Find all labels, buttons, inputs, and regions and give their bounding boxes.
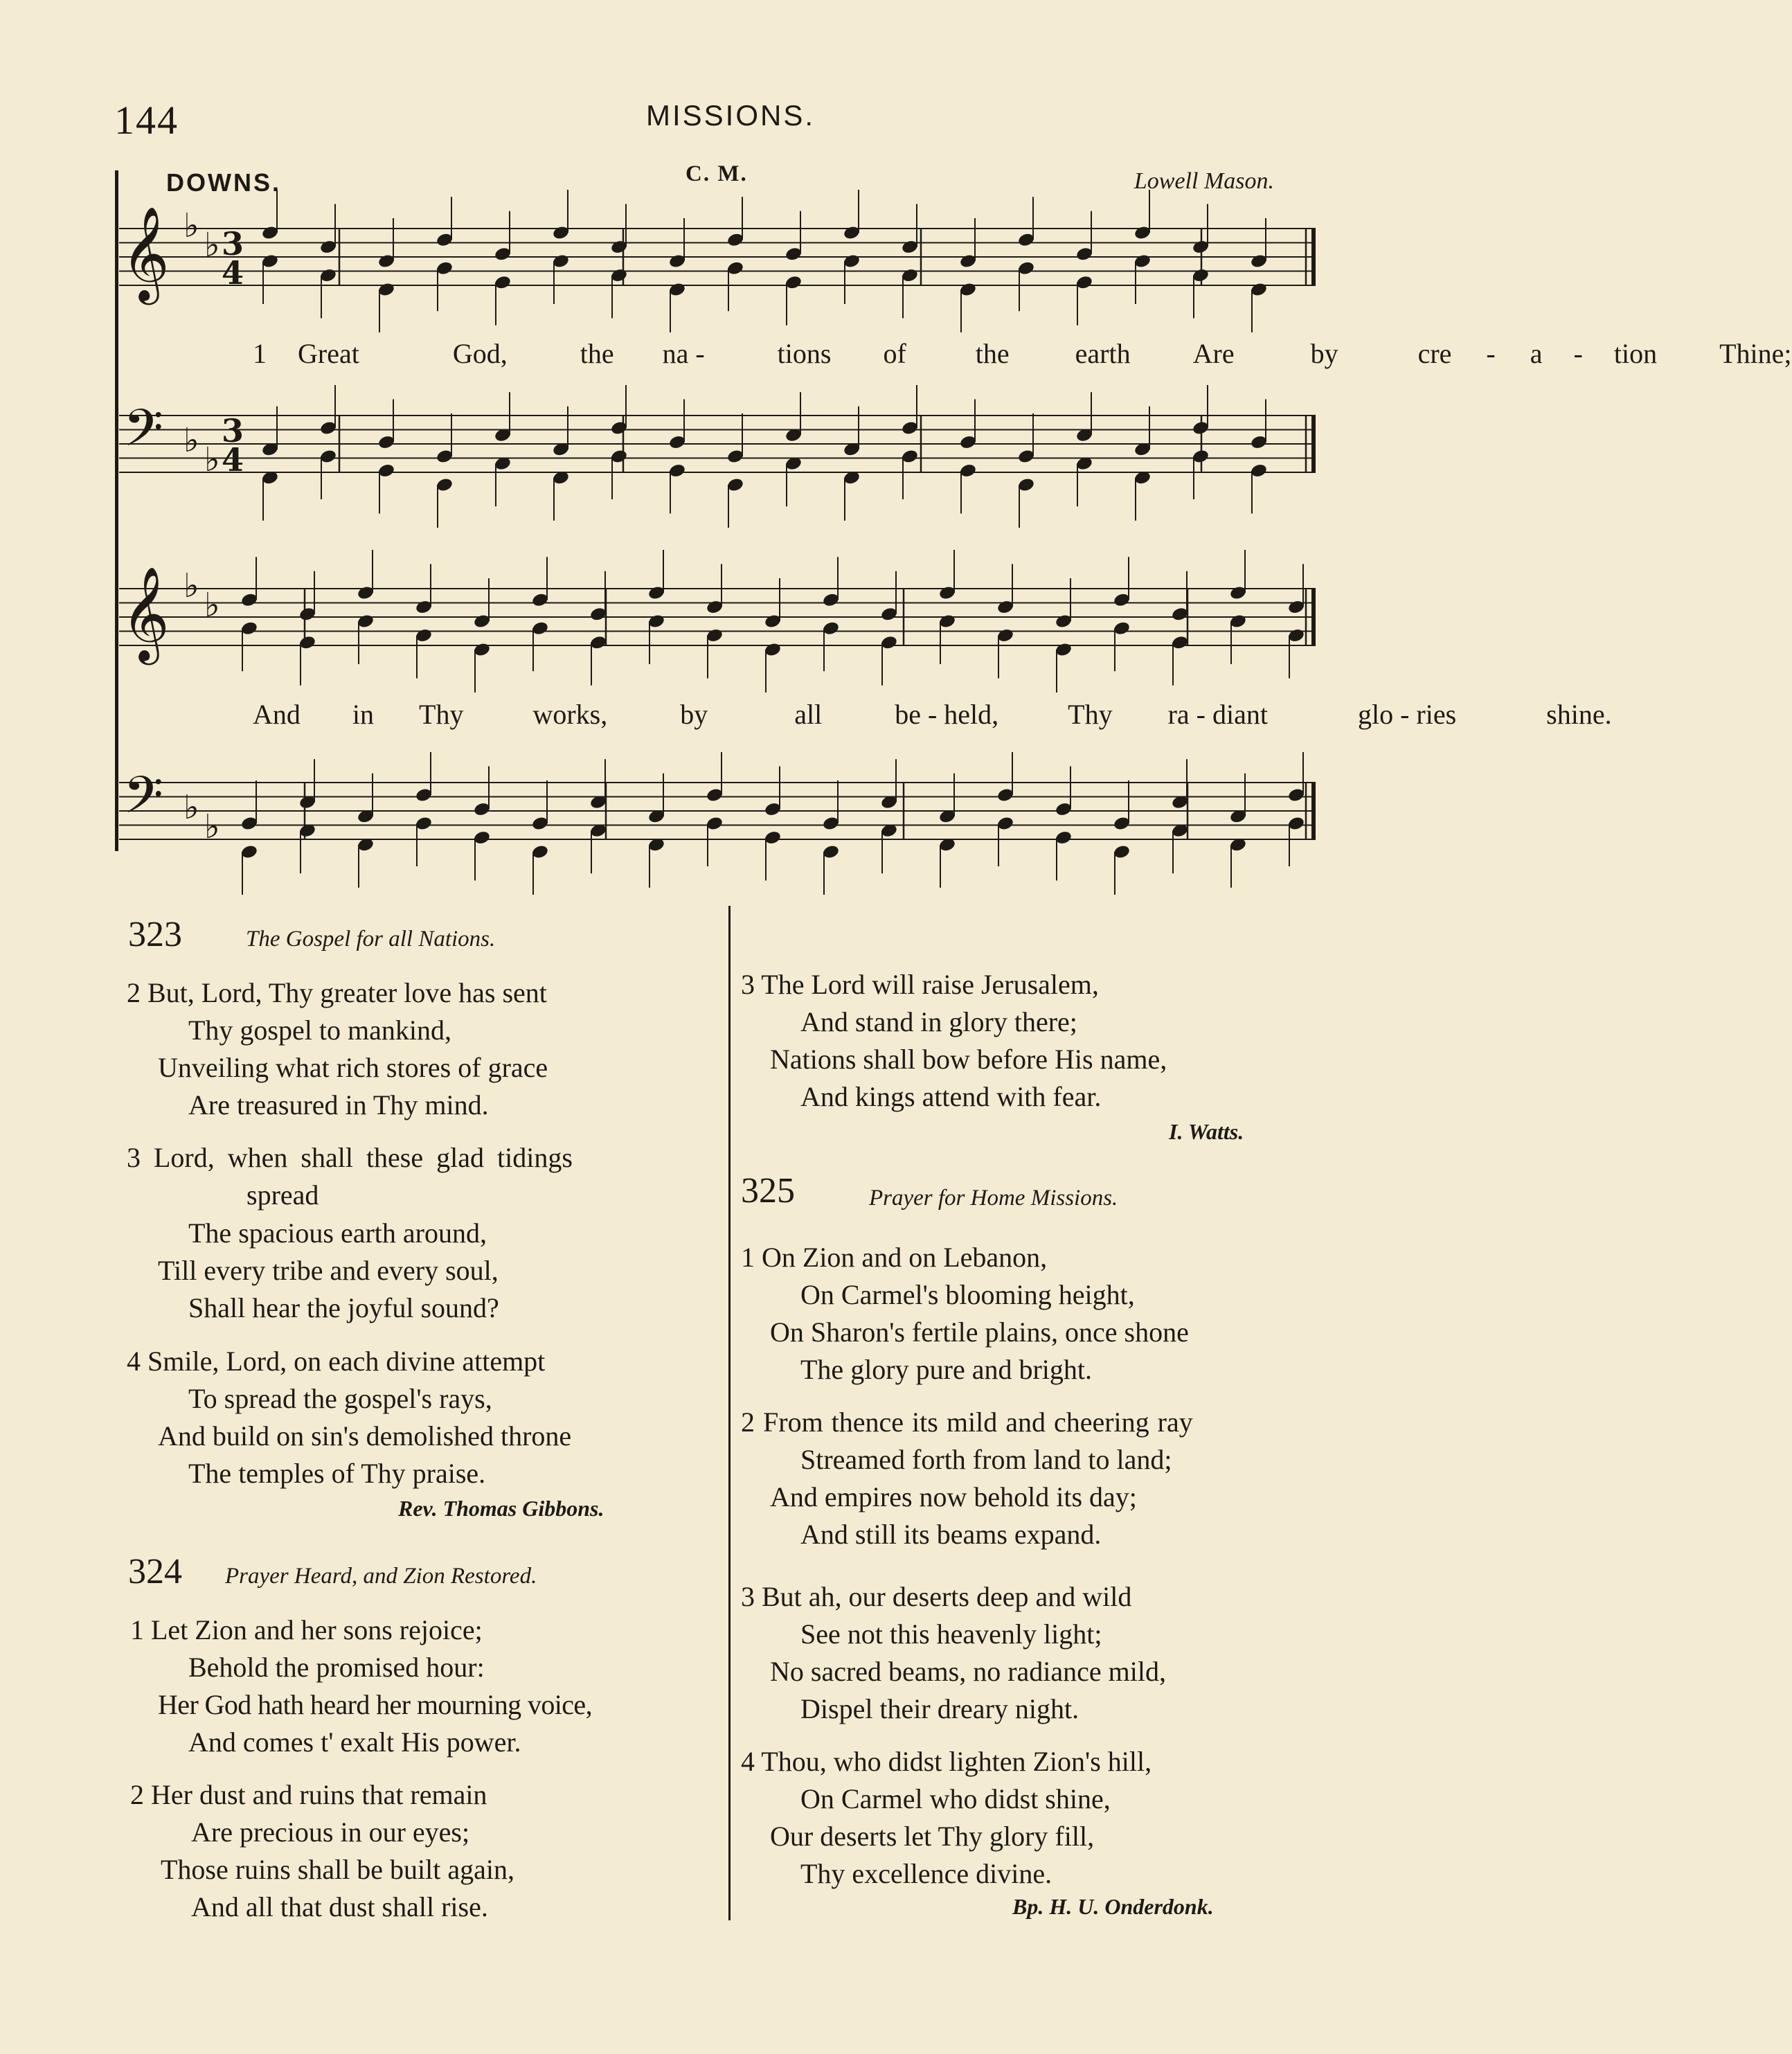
tune-meter: C. M. <box>686 161 748 186</box>
verse-line: Our deserts let Thy glory fill, <box>770 1821 1095 1852</box>
lyric-syllable: in <box>352 699 375 730</box>
verse-line: And kings attend with fear. <box>800 1081 1102 1112</box>
verse-line: No sacred beams, no radiance mild, <box>770 1656 1167 1687</box>
time-signature: 4 <box>222 254 244 292</box>
verse-line: On Carmel's blooming height, <box>800 1279 1135 1310</box>
lyric-syllable: tion <box>1613 338 1658 369</box>
hymn-number: 323 <box>128 915 182 954</box>
treble-clef: 𝄞 <box>121 205 170 301</box>
verse-line: 3 But ah, our deserts deep and wild <box>741 1581 1132 1612</box>
hymn-title: Prayer for Home Missions. <box>869 1186 1118 1211</box>
lyric-syllable: works, <box>532 699 608 730</box>
lyric-syllable: ra - diant <box>1167 699 1268 730</box>
verse-line: And all that dust shall rise. <box>191 1891 488 1922</box>
hymn-number: 325 <box>741 1171 795 1211</box>
lyric-syllable: by <box>1310 338 1338 369</box>
time-signature: 3 <box>222 225 244 262</box>
hymn-title: The Gospel for all Nations. <box>246 927 496 952</box>
lyric-syllable: - <box>1573 338 1583 369</box>
flat-sign: ♭ <box>183 206 199 245</box>
final-bar-line <box>1311 416 1316 472</box>
verse-line: 2 But, Lord, Thy greater love has sent <box>127 977 547 1008</box>
flat-sign: ♭ <box>183 788 199 827</box>
verse-line: 1 Let Zion and her sons rejoice; <box>130 1614 483 1645</box>
verse-line: spread <box>247 1179 319 1211</box>
verse-line: The glory pure and bright. <box>800 1354 1092 1385</box>
verse-line: And empires now behold its day; <box>770 1481 1137 1512</box>
verse-line: 3 The Lord will raise Jerusalem, <box>741 969 1099 1000</box>
final-bar-line <box>1311 589 1316 645</box>
verse-line: Dispel their dreary night. <box>800 1693 1079 1724</box>
page-number: 144 <box>114 98 179 143</box>
tune-composer: Lowell Mason. <box>1134 168 1274 194</box>
section-title: MISSIONS. <box>645 99 816 132</box>
verse-line: Are precious in our eyes; <box>191 1816 470 1848</box>
verse-line: The temples of Thy praise. <box>188 1458 486 1489</box>
verse-line: Those ruins shall be built again, <box>161 1854 515 1885</box>
hymn-author: I. Watts. <box>1169 1119 1244 1144</box>
hymn-number: 324 <box>128 1552 182 1591</box>
hymn-title: Prayer Heard, and Zion Restored. <box>225 1564 537 1589</box>
flat-sign: ♭ <box>183 421 199 460</box>
lyric-syllable: be - held, <box>895 699 999 730</box>
verse-line: On Carmel who didst shine, <box>800 1783 1111 1814</box>
verse-line: 1 On Zion and on Lebanon, <box>741 1242 1048 1273</box>
lyric-syllable: by <box>680 699 708 730</box>
verse-line: Nations shall bow before His name, <box>770 1044 1167 1075</box>
lyric-syllable: shine. <box>1546 699 1612 730</box>
verse-line: Unveiling what rich stores of grace <box>158 1052 548 1083</box>
hymn-author: Rev. Thomas Gibbons. <box>398 1496 604 1521</box>
verse-line: 2 From thence its mild and cheering ray <box>741 1406 1193 1438</box>
verse-line: And comes t' exalt His power. <box>188 1726 521 1758</box>
verse-line: And stand in glory there; <box>800 1006 1077 1037</box>
verse-line: And still its beams expand. <box>800 1519 1102 1550</box>
bass-clef: 𝄢 <box>123 765 163 838</box>
time-signature: 3 <box>222 412 244 449</box>
verse-line: Behold the promised hour: <box>188 1652 485 1683</box>
final-bar-line <box>1311 783 1316 839</box>
verse-line: 3 Lord, when shall these glad tidings <box>127 1142 573 1173</box>
lyric-syllable: Are <box>1192 338 1235 369</box>
verse-line: 2 Her dust and ruins that remain <box>130 1779 487 1810</box>
lyric-syllable: earth <box>1075 338 1131 369</box>
time-signature: 4 <box>222 441 244 479</box>
lyric-syllable: God, <box>452 338 508 369</box>
treble-clef: 𝄞 <box>121 565 170 661</box>
verse-line: On Sharon's fertile plains, once shone <box>770 1316 1189 1348</box>
verse-line: To spread the gospel's rays, <box>188 1383 492 1414</box>
verse-line: Thy gospel to mankind, <box>188 1015 451 1046</box>
verse-line: Thy excellence divine. <box>800 1858 1052 1889</box>
lyric-syllable: all <box>794 699 823 730</box>
bass-clef: 𝄢 <box>123 398 163 471</box>
lyric-syllable: Thine; <box>1719 338 1792 369</box>
lyric-syllable: Great <box>298 338 359 369</box>
lyric-syllable: glo - ries <box>1357 699 1457 730</box>
tune-name: DOWNS. <box>166 168 281 197</box>
hymn-author: Bp. H. U. Onderdonk. <box>1012 1894 1214 1919</box>
verse-line: Are treasured in Thy mind. <box>188 1089 489 1120</box>
verse-line: 4 Thou, who didst lighten Zion's hill, <box>741 1746 1152 1777</box>
lyric-syllable: tions <box>777 338 832 369</box>
music-score <box>0 0 1357 873</box>
lyric-syllable: 1 <box>253 338 267 369</box>
lyric-syllable: Thy <box>419 699 464 730</box>
lyric-syllable: And <box>253 699 301 730</box>
flat-sign: ♭ <box>204 226 220 265</box>
lyric-syllable: a <box>1530 338 1543 369</box>
lyric-syllable: the <box>975 338 1010 369</box>
verse-line: Shall hear the joyful sound? <box>188 1292 499 1323</box>
column-divider <box>728 906 731 1920</box>
verse-line: 4 Smile, Lord, on each divine attempt <box>127 1346 546 1377</box>
flat-sign: ♭ <box>204 586 220 625</box>
verse-line: Her God hath heard her mourning voice, <box>158 1689 592 1720</box>
lyric-syllable: - <box>1486 338 1496 369</box>
flat-sign: ♭ <box>183 566 199 605</box>
flat-sign: ♭ <box>204 440 220 479</box>
verse-line: And build on sin's demolished throne <box>158 1420 572 1452</box>
flat-sign: ♭ <box>204 807 220 846</box>
lyric-syllable: of <box>883 338 906 369</box>
verse-line: The spacious earth around, <box>188 1217 487 1249</box>
lyric-syllable: Thy <box>1068 699 1113 730</box>
verse-line: Till every tribe and every soul, <box>158 1255 499 1286</box>
lyric-syllable: cre <box>1417 338 1452 369</box>
verse-line: Streamed forth from land to land; <box>800 1444 1172 1475</box>
lyric-syllable: na - <box>662 338 705 369</box>
final-bar-line <box>1311 229 1316 285</box>
lyric-syllable: the <box>580 338 614 369</box>
verse-line: See not this heavenly light; <box>800 1618 1102 1650</box>
